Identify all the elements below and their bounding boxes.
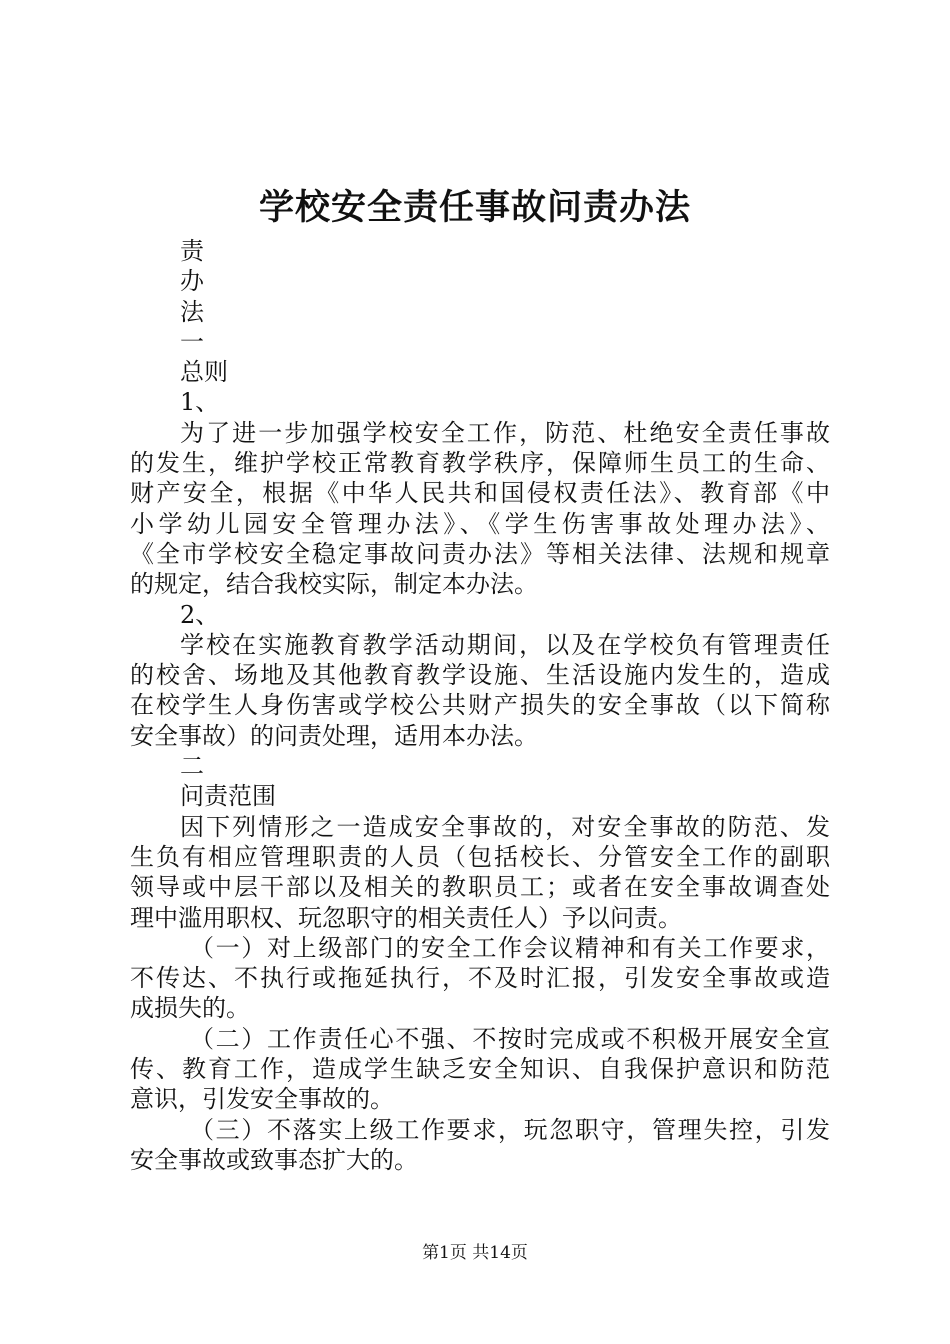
body-line: 安全事故）的问责处理，适用本办法。	[130, 721, 538, 750]
body-line: 法	[180, 297, 204, 326]
body-line: 安全事故或致事态扩大的。	[130, 1145, 418, 1174]
body-line: 的校舍、场地及其他教育教学设施、生活设施内发生的，造成	[130, 661, 830, 690]
body-line: 传、教育工作，造成学生缺乏安全知识、自我保护意识和防范	[130, 1055, 830, 1084]
body-line: 一	[180, 327, 204, 356]
body-line: 领导或中层干部以及相关的教职员工；或者在安全事故调查处	[130, 873, 830, 902]
body-line: 小学幼儿园安全管理办法》、《学生伤害事故处理办法》、	[130, 509, 830, 538]
body-line: 意识，引发安全事故的。	[130, 1085, 394, 1114]
body-line: 的发生，维护学校正常教育教学秩序，保障师生员工的生命、	[130, 449, 830, 478]
body-line: 总则	[180, 358, 228, 387]
document-body	[130, 236, 830, 1175]
body-line: 的规定，结合我校实际，制定本办法。	[130, 570, 538, 599]
document-title: 学校安全责任事故问责办法	[258, 187, 691, 228]
body-line: （二）工作责任心不强、不按时完成或不积极开展安全宣	[190, 1024, 830, 1053]
body-line: 办	[180, 267, 204, 296]
body-line: 二	[180, 752, 204, 781]
body-line: 生负有相应管理职责的人员（包括校长、分管安全工作的副职	[130, 842, 830, 871]
body-line: （一）对上级部门的安全工作会议精神和有关工作要求，	[190, 933, 830, 962]
body-line: 1、	[180, 388, 220, 417]
body-line: 理中滥用职权、玩忽职守的相关责任人）予以问责。	[130, 903, 682, 932]
body-line: （三）不落实上级工作要求，玩忽职守，管理失控，引发	[190, 1115, 830, 1144]
body-line: 学校在实施教育教学活动期间，以及在学校负有管理责任	[180, 630, 830, 659]
page-footer: 第1页 共14页	[422, 1243, 528, 1263]
body-line: 责	[180, 237, 204, 265]
body-line: 为了进一步加强学校安全工作，防范、杜绝安全责任事故	[180, 418, 830, 447]
body-line: 不传达、不执行或拖延执行，不及时汇报，引发安全事故或造	[130, 964, 830, 993]
body-line: 成损失的。	[130, 994, 250, 1023]
body-line: 问责范围	[180, 782, 276, 811]
body-line: 在校学生人身伤害或学校公共财产损失的安全事故（以下简称	[130, 691, 830, 720]
body-line: 因下列情形之一造成安全事故的，对安全事故的防范、发	[180, 812, 830, 841]
body-line: 2、	[180, 600, 220, 629]
body-line: 《全市学校安全稳定事故问责办法》等相关法律、法规和规章	[130, 539, 830, 568]
body-line: 财产安全，根据《中华人民共和国侵权责任法》、教育部《中	[130, 479, 830, 508]
